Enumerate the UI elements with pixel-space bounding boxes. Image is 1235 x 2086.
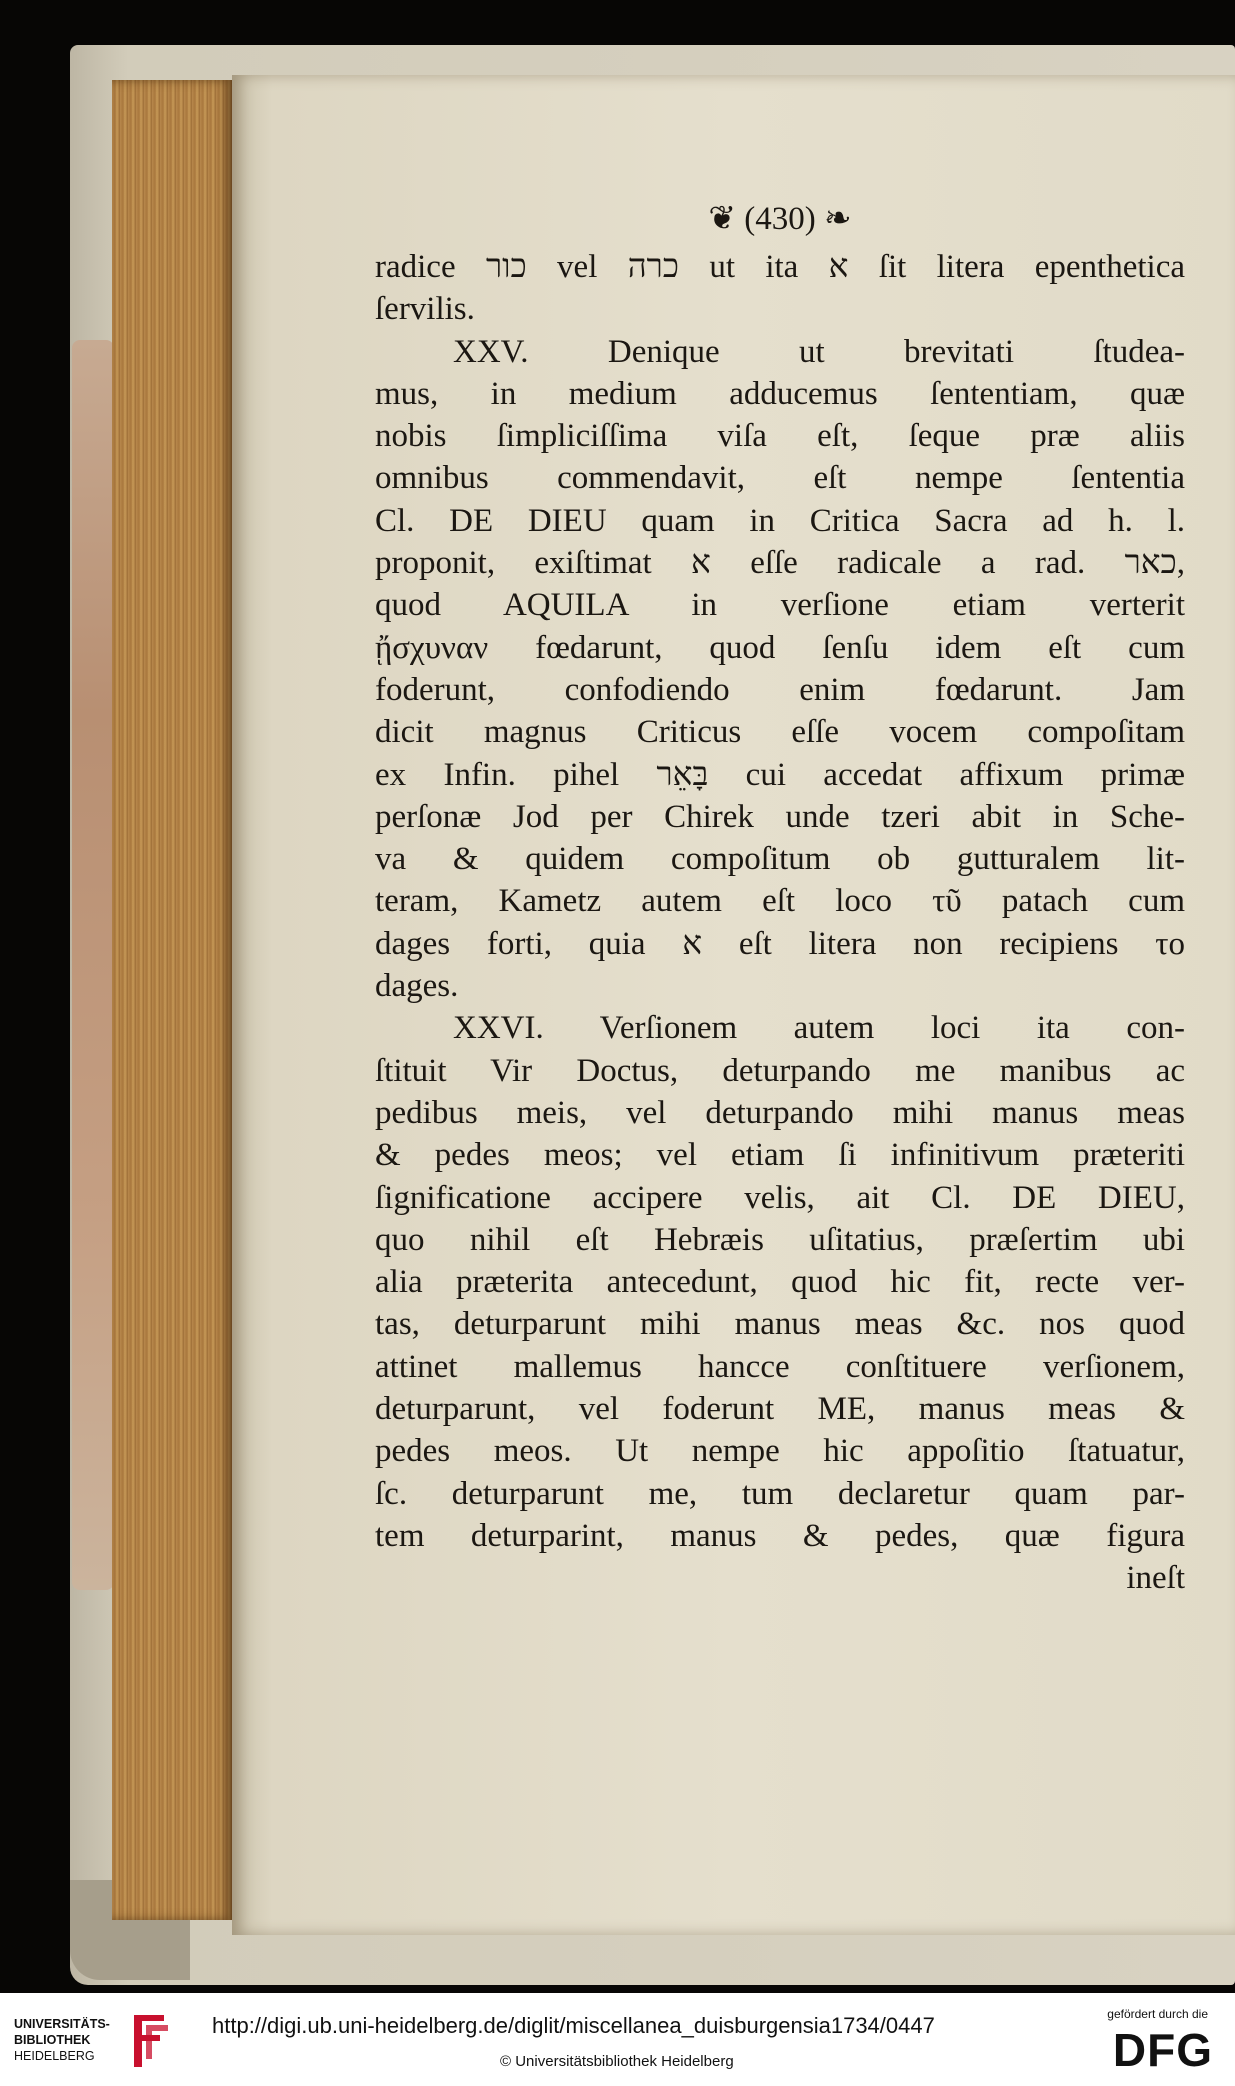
library-logo-icon [128, 2011, 172, 2071]
text-line: va & quidem compoſitum ob gutturalem lit- [375, 841, 1185, 878]
catchword: ineſt [1126, 1560, 1185, 1597]
footer-bar [0, 1993, 1235, 2086]
text-line: XXV. Denique ut brevitati ſtudea- [453, 333, 1185, 370]
library-line-2: BIBLIOTHEK [14, 2033, 91, 2047]
text-line: quo nihil eſt Hebræis uſitatius, præſertim ubi [375, 1221, 1185, 1258]
text-line: Cl. DE DIEU quam in Critica Sacra ad h. l. [375, 502, 1185, 539]
text-line: mus, in medium adducemus ſententiam, quæ [375, 375, 1185, 412]
library-line-1: UNIVERSITÄTS- [14, 2017, 110, 2031]
ornament-left-icon: ❦ [708, 201, 745, 237]
text-line: alia præterita antecedunt, quod hic fit, recte ver- [375, 1264, 1185, 1301]
page-header [375, 192, 1185, 246]
text-line: attinet mallemus hancce conſtituere verſionem, [375, 1348, 1185, 1385]
library-line-3: HEIDELBERG [14, 2049, 95, 2063]
library-logo-text [14, 2016, 126, 2064]
text-line: ſtituit Vir Doctus, deturpando me manibus ac [375, 1052, 1185, 1089]
cover-stain [72, 340, 114, 1590]
text-line: dicit magnus Criticus eſſe vocem compoſitam [375, 714, 1185, 751]
page-text [375, 192, 1185, 1600]
text-line: nobis ſimpliciſſima viſa eſt, ſeque præ aliis [375, 418, 1185, 455]
text-line: proponit, exiſtimat א eſſe radicale a rad. כאר, [375, 545, 1185, 582]
text-line: dages. [375, 968, 459, 1005]
text-line: deturparunt, vel foderunt ME, manus meas & [375, 1391, 1185, 1428]
text-line: teram, Kametz autem eſt loco τῦ patach cum [375, 883, 1185, 920]
text-line: & pedes meos; vel etiam ſi infinitivum præteriti [375, 1137, 1185, 1174]
dfg-logo: DFG [1112, 2024, 1213, 2076]
text-line: pedes meos. Ut nempe hic appoſitio ſtatuatur, [375, 1433, 1185, 1470]
text-line: pedibus meis, vel deturpando mihi manus meas [375, 1094, 1185, 1131]
text-line: quod AQUILA in verſione etiam verterit [375, 587, 1185, 624]
page-number: (430) [744, 201, 816, 237]
copyright-text: © Universitätsbibliothek Heidelberg [500, 2053, 734, 2070]
text-line: tem deturparint, manus & pedes, quæ figura [375, 1517, 1185, 1554]
text-line: ex Infin. pihel בָּאֵר cui accedat affixum primæ [375, 756, 1186, 793]
text-line: radice כור vel כרה ut ita א ſit litera epenthetica [375, 249, 1185, 285]
text-line: ſc. deturparunt me, tum declaretur quam par- [375, 1475, 1185, 1512]
text-line: XXVI. Verſionem autem loci ita con- [453, 1010, 1185, 1047]
text-line: ſervilis. [375, 291, 475, 328]
text-line: ᾔσχυναν fœdarunt, quod ſenſu idem eſt cum [375, 629, 1185, 666]
text-line: tas, deturparunt mihi manus meas &c. nos quod [375, 1306, 1185, 1343]
text-line: foderunt, confodiendo enim fœdarunt. Jam [375, 671, 1185, 708]
book-page-edges [112, 80, 235, 1920]
text-line: dages forti, quia א eſt litera non recipiens το [375, 925, 1185, 962]
funding-note: gefördert durch die [1107, 2007, 1208, 2021]
text-line: omnibus commendavit, eſt nempe ſententia [375, 460, 1185, 497]
text-line: perſonæ Jod per Chirek unde tzeri abit in Sche- [375, 798, 1185, 835]
text-line: ſignificatione accipere velis, ait Cl. DE DIEU, [375, 1179, 1185, 1216]
permalink-url[interactable]: http://digi.ub.uni-heidelberg.de/diglit/miscellanea_duisburgensia1734/0447 [212, 2013, 935, 2038]
ornament-right-icon: ❧ [815, 201, 852, 237]
